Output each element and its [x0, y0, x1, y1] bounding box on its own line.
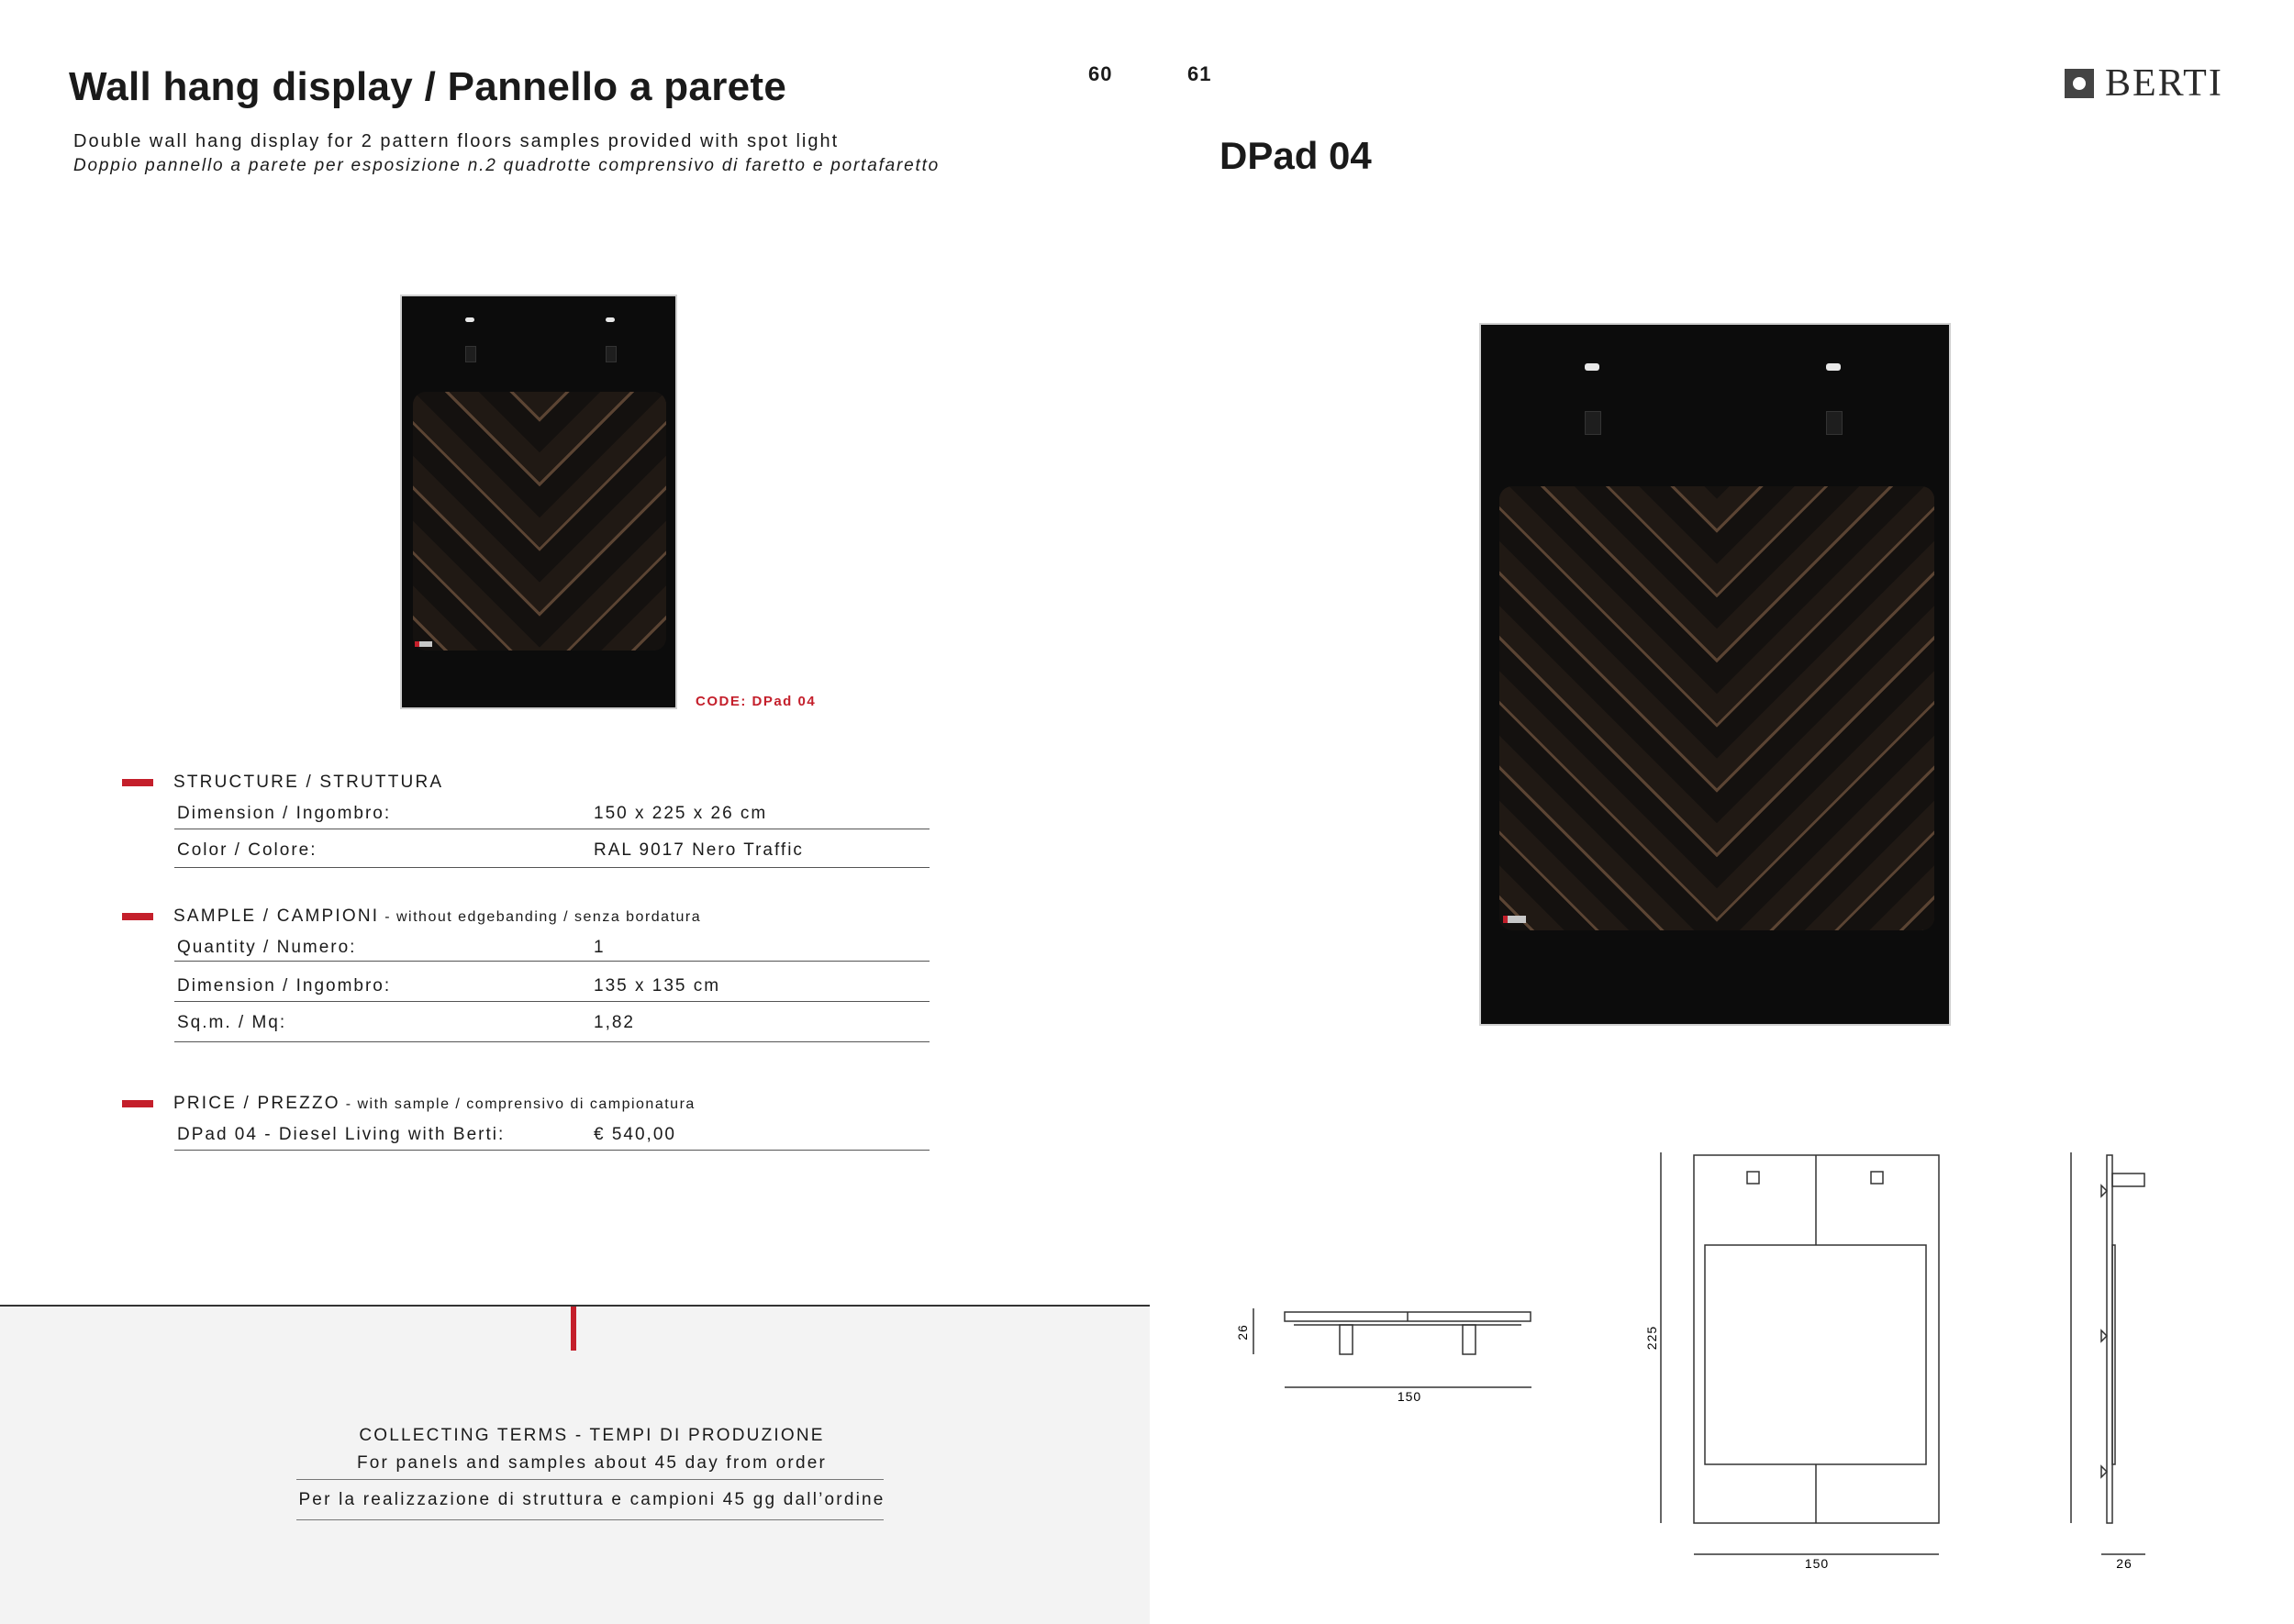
row-label: Color / Colore: — [177, 840, 317, 860]
product-name: DPad 04 — [1219, 134, 1372, 177]
subtitle-italian: Doppio pannello a parete per esposizione n.2 quadrotte comprensivo di faretto e portafaretto — [73, 156, 941, 175]
top-view-drawing — [1253, 1308, 1531, 1387]
page-title: Wall hang display / Pannello a parete — [69, 64, 787, 109]
footer-heading: COLLECTING TERMS - TEMPI DI PRODUZIONE — [359, 1426, 825, 1445]
row-label: DPad 04 - Diesel Living with Berti: — [177, 1125, 506, 1144]
row-value: RAL 9017 Nero Traffic — [594, 840, 804, 860]
brand-name: BERTI — [2105, 62, 2223, 105]
subtitle-english: Double wall hang display for 2 pattern floors samples provided with spot light — [73, 131, 840, 151]
footer-line-italian: Per la realizzazione di struttura e campioni 45 gg dall’ordine — [298, 1490, 885, 1509]
price-heading-note: - with sample / comprensivo di campionatura — [340, 1096, 696, 1112]
top-view-height-label: 26 — [1235, 1324, 1250, 1340]
front-view-drawing — [1661, 1152, 1939, 1554]
row-value: 1 — [594, 938, 606, 957]
structure-heading: STRUCTURE / STRUTTURA — [173, 773, 444, 792]
row-value: 1,82 — [594, 1013, 635, 1032]
product-code: CODE: DPad 04 — [696, 694, 817, 709]
row-label: Dimension / Ingombro: — [177, 804, 392, 823]
top-view-width-label: 150 — [1397, 1389, 1422, 1404]
row-value: 150 x 225 x 26 cm — [594, 804, 768, 823]
row-value: € 540,00 — [594, 1125, 676, 1144]
front-view-width-label: 150 — [1804, 1556, 1830, 1571]
sample-heading-title: SAMPLE / CAMPIONI — [173, 907, 380, 926]
page-number-right: 61 — [1187, 62, 1212, 85]
page-number-left: 60 — [1088, 62, 1113, 85]
row-value: 135 x 135 cm — [594, 976, 721, 996]
row-label: Sq.m. / Mq: — [177, 1013, 287, 1032]
price-heading-title: PRICE / PREZZO — [173, 1094, 340, 1113]
side-view-drawing — [2071, 1152, 2145, 1554]
row-label: Quantity / Numero: — [177, 938, 357, 957]
footer-line-english: For panels and samples about 45 day from order — [356, 1453, 828, 1473]
sample-heading-note: - without edgebanding / senza bordatura — [379, 909, 702, 925]
side-view-width-label: 26 — [2116, 1556, 2133, 1571]
front-view-height-label: 225 — [1644, 1325, 1659, 1351]
row-label: Dimension / Ingombro: — [177, 976, 392, 996]
